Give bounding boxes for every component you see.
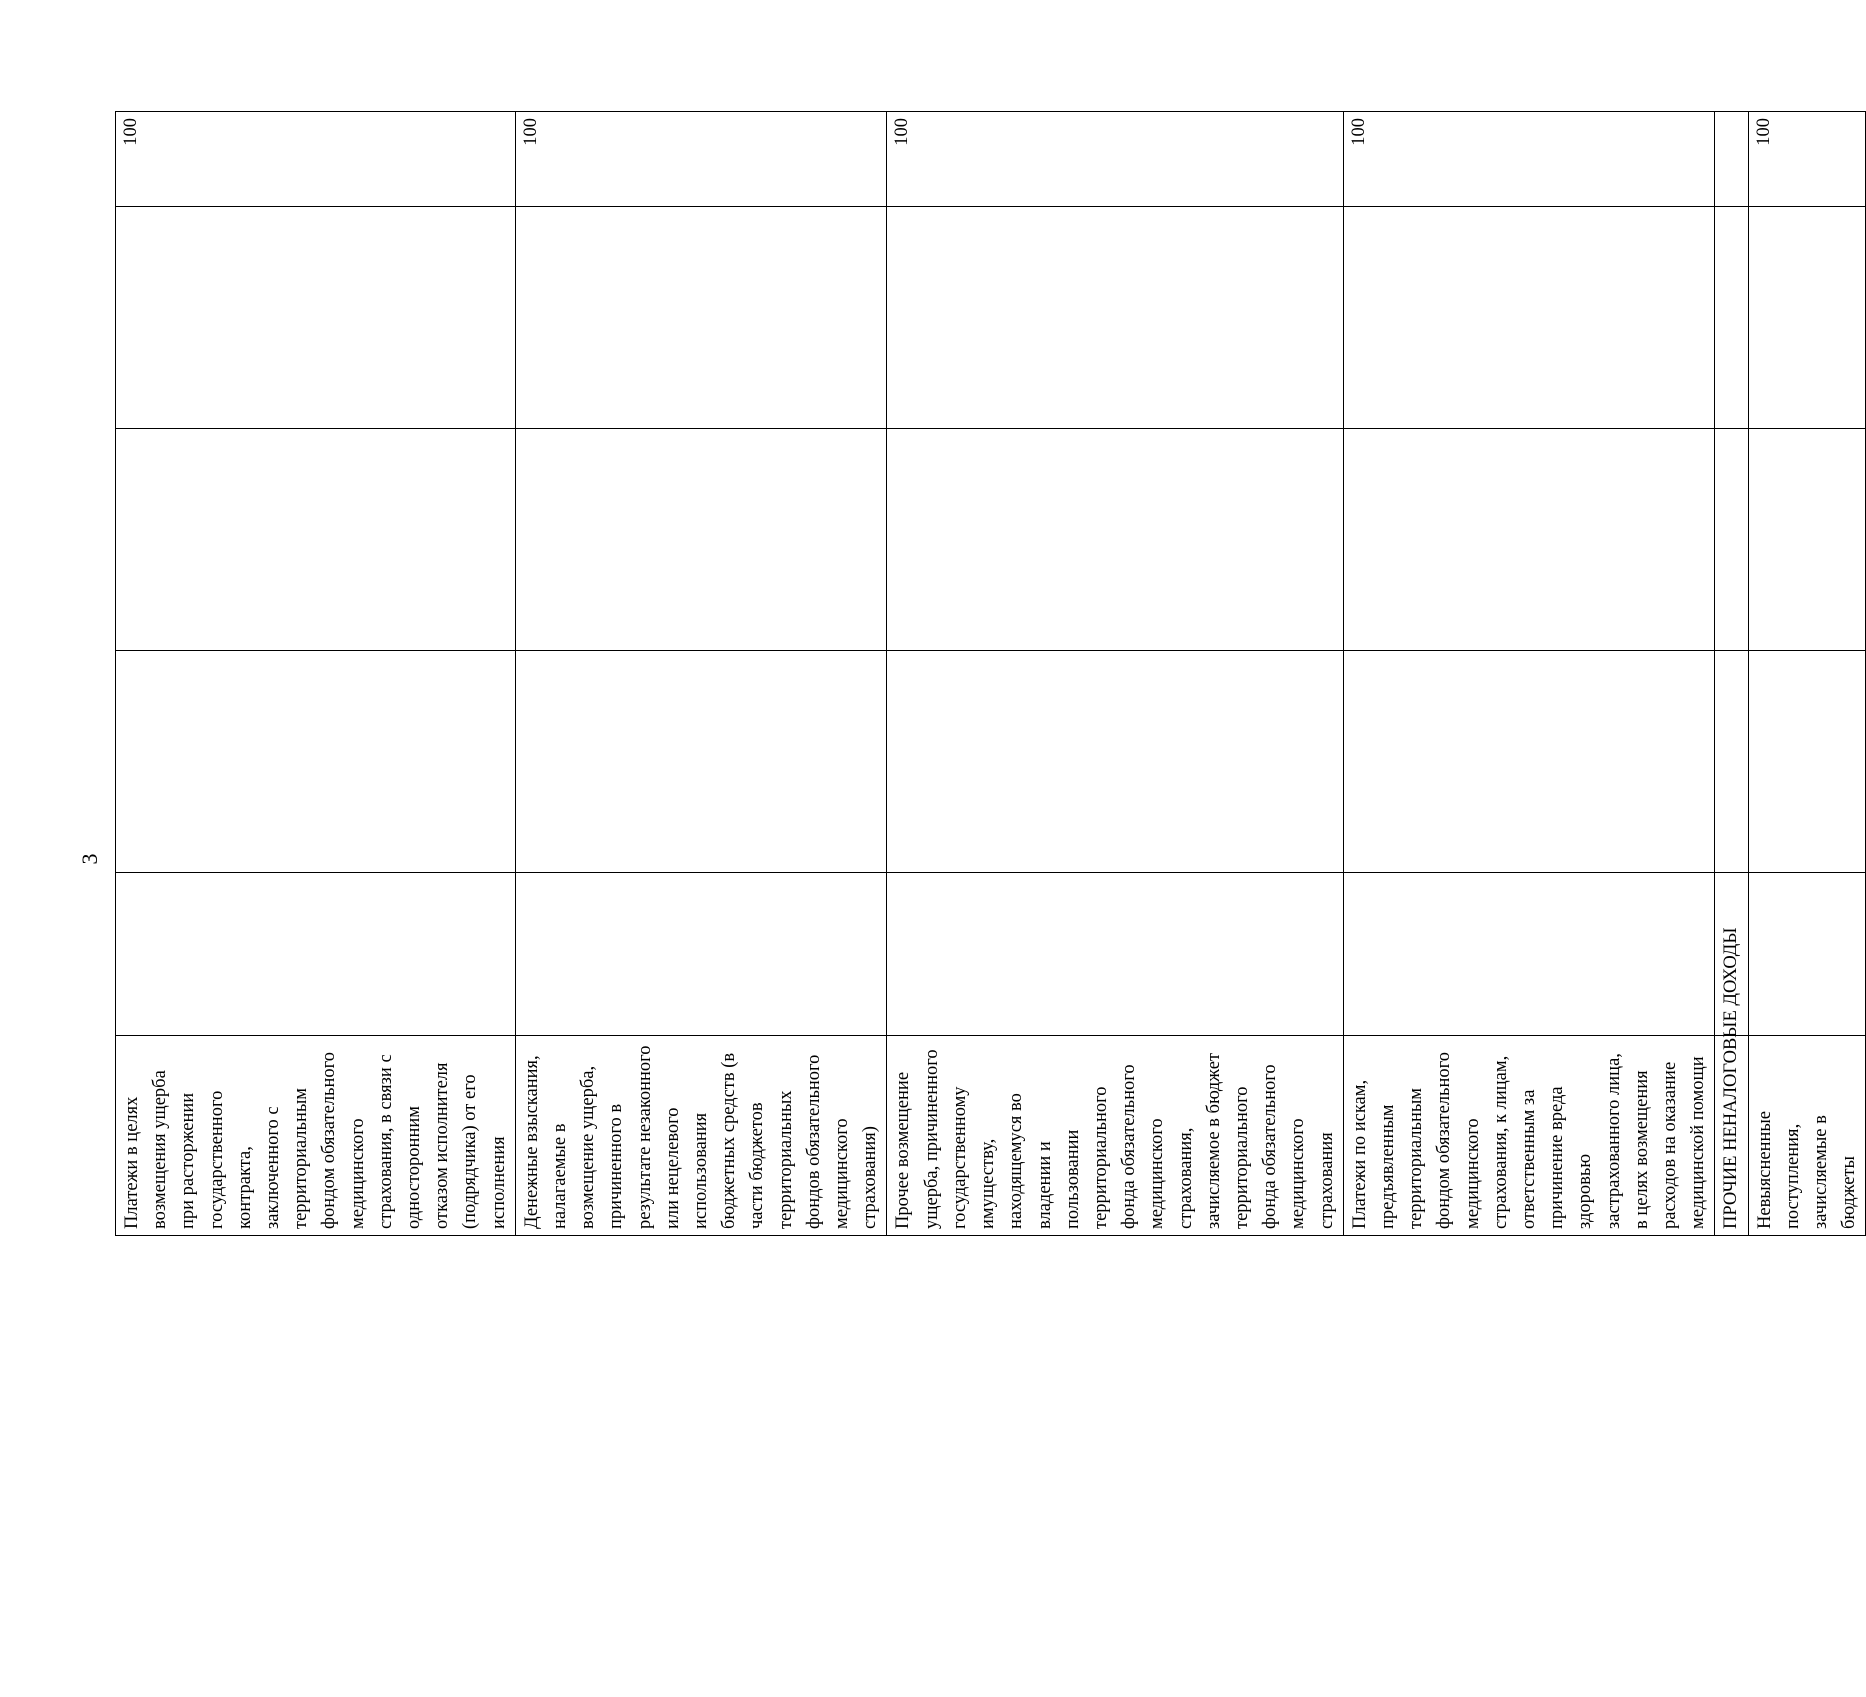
empty-cell [515, 429, 887, 651]
table-row [515, 112, 887, 1236]
empty-cell [1748, 651, 1866, 873]
empty-cell [887, 651, 1343, 873]
empty-cell [515, 873, 887, 1036]
row-value-cell [1715, 112, 1748, 207]
empty-cell [1748, 873, 1866, 1036]
empty-cell [116, 873, 516, 1036]
row-name-cell: Платежи в целях возмещения ущерба при расторжении государственного контракта, заключенного с территориальным фондом обязательного медицинского страхования, в связи с односторонним отказом исполнителя (подрядчика) от его исполнения [116, 1036, 516, 1236]
empty-cell [1343, 651, 1715, 873]
row-name-cell: Денежные взыскания, налагаемые в возмещение ущерба, причиненного в результате незаконного или нецелевого использования бюджетных средств (в части бюджетов территориальных фондов обязательного медицинского страхования) [515, 1036, 887, 1236]
table-row [887, 112, 1343, 1236]
empty-cell [887, 873, 1343, 1036]
row-value-cell: 100 [116, 112, 516, 207]
row-name-cell: Невыясненные поступления, зачисляемые в бюджеты [1748, 1036, 1866, 1236]
empty-cell [116, 651, 516, 873]
row-value-cell: 100 [1343, 112, 1715, 207]
row-value-cell: 100 [515, 112, 887, 207]
row-value-cell: 100 [887, 112, 1343, 207]
row-name-cell: Платежи по искам, предъявленным территориальным фондом обязательного медицинского страхования, к лицам, ответственным за причинение вреда здоровью застрахованного лица, в целях возмещения расходов на оказание медицинской помощи [1343, 1036, 1715, 1236]
table-row [116, 112, 516, 1236]
empty-cell [887, 429, 1343, 651]
empty-cell [515, 651, 887, 873]
table-row [1748, 112, 1866, 1236]
empty-cell [1748, 429, 1866, 651]
empty-cell [887, 207, 1343, 429]
empty-cell [515, 207, 887, 429]
rotated-table-wrapper [115, 112, 1860, 1236]
empty-cell [1715, 651, 1748, 873]
page-number: 3 [77, 853, 102, 865]
revenue-table [115, 111, 1866, 1236]
row-value-cell: 100 [1748, 112, 1866, 207]
empty-cell [1748, 207, 1866, 429]
empty-cell [116, 429, 516, 651]
empty-cell [1715, 429, 1748, 651]
empty-cell [1343, 429, 1715, 651]
empty-cell [1343, 873, 1715, 1036]
section-heading-cell: ПРОЧИЕ НЕНАЛОГОВЫЕ ДОХОДЫ [1715, 1036, 1748, 1236]
empty-cell [1343, 207, 1715, 429]
table-row-section [1715, 112, 1748, 1236]
table-row [1343, 112, 1715, 1236]
row-name-cell: Прочее возмещение ущерба, причиненного государственному имуществу, находящемуся во владении и пользовании территориального фонда обязательного медицинского страхования, зачисляемое в бюджет территориального фонда обязательного медицинского страхования [887, 1036, 1343, 1236]
empty-cell [116, 207, 516, 429]
empty-cell [1715, 207, 1748, 429]
